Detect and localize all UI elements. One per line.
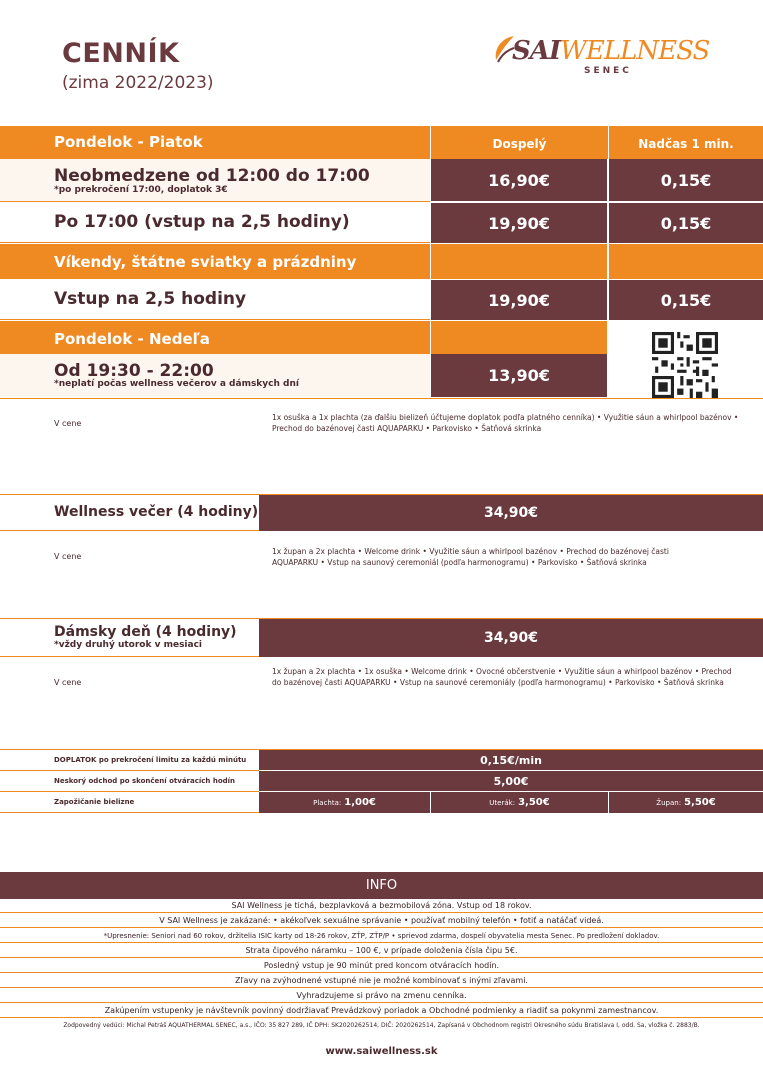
info-line-2: V SAI Wellness je zakázané: • akékoľvek sexuálne správanie • používať mobilný telefón • fotiť a natáčať videá. (0, 914, 763, 928)
info-line-5: Posledný vstup je 90 minút pred koncom otváracích hodín. (0, 959, 763, 973)
vcene3-text: 1x župan a 2x plachta • 1x osuška • Welcome drink • Ovocné občerstvenie • Využitie sáun a whirlpool bazénov • Prechod do bazénovej časti AQUAPARKU • Vstup na saunové ceremoniály (podľa harmonogramu) • Parkovisko • Šatňová skrinka (272, 667, 732, 687)
linen-bathrobe: Župan: 5,50€ (656, 797, 716, 808)
row2-label: Po 17:00 (vstup na 2,5 hodiny) (54, 212, 350, 232)
info-line-3: *Upresnenie: Seniori nad 60 rokov, držitelia ISIC karty od 18-26 rokov, ZŤP, ZŤP/P • sprievod zdarma, dospelí obyvatelia mesta Senec. Po predložení dokladov. (0, 929, 763, 943)
section-weekdays: Pondelok - Piatok (54, 133, 203, 151)
col-adult-header: Dospelý (492, 137, 547, 151)
ladies-day-label: Dámsky deň (4 hodiny) (54, 624, 237, 640)
info-line-1: SAI Wellness je tichá, bezplavková a bezmobilová zóna. Vstup od 18 rokov. (0, 899, 763, 913)
section-weekends: Víkendy, štátne sviatky a prázdniny (54, 253, 357, 271)
sai-wellness-logo (492, 32, 710, 82)
qr-code-icon (652, 332, 718, 398)
row2-adult-price: 19,90€ (431, 203, 607, 243)
vcene1-label: V cene (54, 419, 82, 428)
row4-label: Od 19:30 - 22:00 (54, 361, 214, 381)
info-line-9: Zodpovedný vedúci: Michal Petráš AQUATHERMAL SENEC, a.s., IČO: 35 827 289, IČ DPH: SK2020262514, DIČ: 2020262514, Zapísaná v Obchodnom registri Okresného súdu Bratislava I, odd. Sa, vložka č. 2883/B. (63, 1022, 700, 1029)
row1-overtime-price: 0,15€ (609, 159, 763, 201)
section-all-week: Pondelok - Nedeľa (54, 330, 210, 348)
vcene3-label: V cene (54, 678, 82, 687)
row3-adult-price: 19,90€ (431, 280, 607, 320)
info-line-4: Strata čipového náramku – 100 €, v prípade doloženia čísla čipu 5€. (0, 944, 763, 958)
row3-label: Vstup na 2,5 hodiny (54, 289, 247, 309)
extra-linen-label: Zapožičanie bielizne (54, 798, 135, 806)
website-link[interactable]: www.saiwellness.sk (325, 1046, 438, 1057)
row1-note: *po prekročení 17:00, doplatok 3€ (54, 185, 228, 195)
vcene2-text: 1x župan a 2x plachta • Welcome drink • Využitie sáun a whirlpool bazénov • Prechod do bazénovej časti AQUAPARKU • Vstup na saunový ceremoniál (podľa harmonogramu) • Parkovisko • Šatňová skrinka (272, 547, 669, 567)
vcene2-label: V cene (54, 552, 82, 561)
row4-adult-price: 13,90€ (431, 354, 607, 397)
wellness-evening-price: 34,90€ (259, 495, 763, 531)
extra-overtime-label: DOPLATOK po prekročení limitu za každú minútu (54, 756, 247, 764)
info-line-8: Zakúpením vstupenky je návštevník povinný dodržiavať Prevádzkový poriadok a Obchodné podmienky a riadiť sa pokynmi zamestnancov. (0, 1004, 763, 1018)
info-line-6: Zľavy na zvýhodnené vstupné nie je možné kombinovať s inými zľavami. (0, 974, 763, 988)
logo-text: SAIWELLNESS (512, 36, 710, 66)
linen-towel: Uterák: 3,50€ (489, 797, 550, 808)
info-title: INFO (0, 872, 763, 899)
ladies-day-note: *vždy druhý utorok v mesiaci (54, 640, 202, 650)
extra-late-label: Neskorý odchod po skončení otváracích hodín (54, 777, 236, 785)
logo-subtext: SENEC (584, 66, 632, 76)
page-title: CENNÍK (62, 38, 180, 69)
linen-towel-sheet: Plachta: 1,00€ (313, 797, 376, 808)
extra-overtime-value: 0,15€/min (259, 750, 763, 770)
col-overtime-header: Nadčas 1 min. (638, 137, 734, 151)
row1-adult-price: 16,90€ (431, 159, 607, 201)
ladies-day-price: 34,90€ (259, 619, 763, 657)
info-line-7: Vyhradzujeme si právo na zmenu cenníka. (0, 989, 763, 1003)
page-subtitle: (zima 2022/2023) (62, 73, 214, 93)
row3-overtime-price: 0,15€ (609, 280, 763, 320)
extra-late-value: 5,00€ (259, 771, 763, 791)
row1-label: Neobmedzene od 12:00 do 17:00 (54, 166, 370, 186)
row4-note: *neplatí počas wellness večerov a dámskych dní (54, 379, 299, 389)
row2-overtime-price: 0,15€ (609, 203, 763, 243)
vcene1-text: 1x osuška a 1x plachta (za ďalšiu bielizeň účtujeme doplatok podľa platného cenníka) • Využitie sáun a whirlpool bazénov • Prechod do bazénovej časti AQUAPARKU • Parkovisko • Šatňová skrinka (272, 413, 739, 433)
wellness-evening-label: Wellness večer (4 hodiny) (54, 504, 259, 520)
